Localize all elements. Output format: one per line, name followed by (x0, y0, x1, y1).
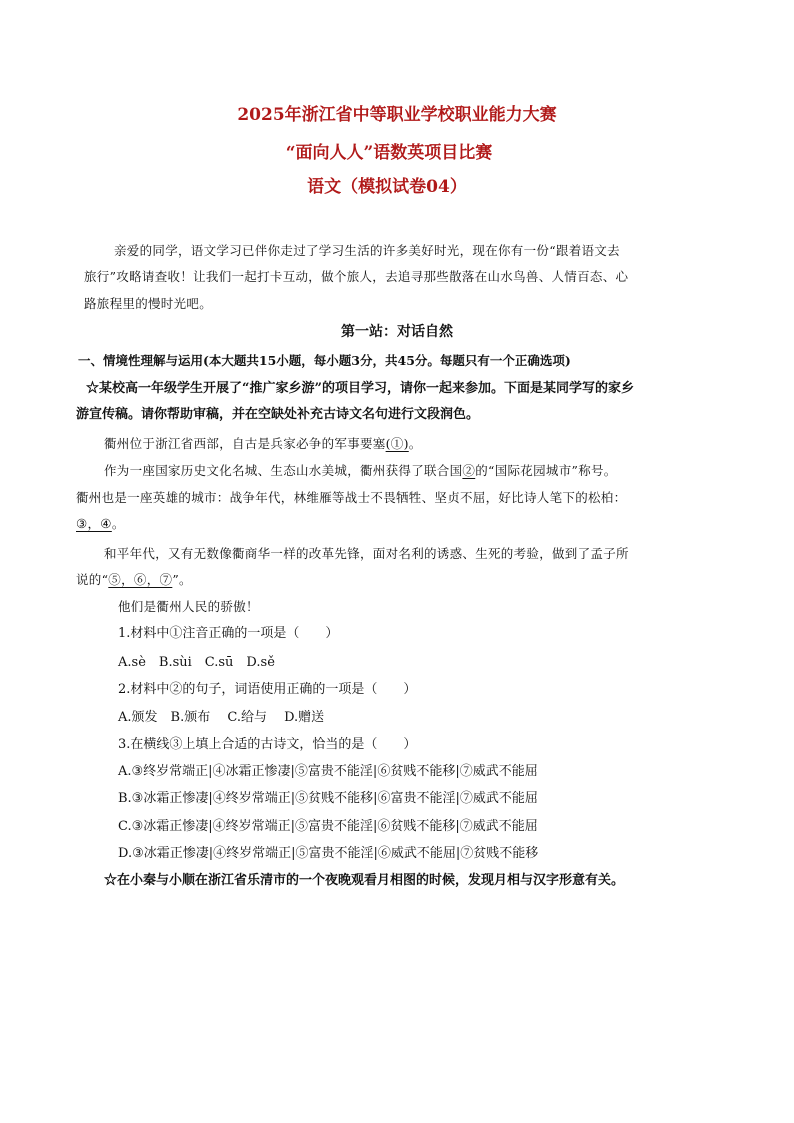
passage-p1-text: 衢州位于浙江省西部，自古是兵家必争的军事要塞 (104, 436, 386, 451)
passage-p3-line1: 和平年代，又有无数像衢商华一样的改革先锋，面对名利的诱惑、生死的考验，做到了孟子所 (104, 546, 629, 561)
question-3-stem: 3.在横线③上填上合适的古诗文，恰当的是（ ） (118, 737, 417, 752)
passage-p2-line3-end: 。 (111, 516, 125, 531)
passage-p1 (104, 435, 422, 453)
passage-p4: 他们是衢州人民的骄傲！ (118, 599, 259, 614)
passage-p2-line1 (104, 462, 617, 480)
question-3-option-c: C.③冰霜正惨凄|④终岁常端正|⑤富贵不能淫|⑥贫贱不能移|⑦威武不能屈 (118, 819, 538, 834)
passage-p1-end: 。 (408, 436, 422, 451)
station-title: 第一站：对话自然 (341, 324, 453, 340)
blank-mark-1: (①) (385, 436, 409, 451)
question-3-option-b: B.③冰霜正惨凄|④终岁常端正|⑤贫贱不能移|⑥富贵不能淫|⑦威武不能屈 (118, 791, 538, 806)
passage-p3-line2 (76, 571, 192, 589)
passage-p2-text-b: 的“国际花园城市”称号。 (475, 463, 617, 478)
passage-p2-text-a: 作为一座国家历史文化名城、生态山水美城，衢州获得了联合国 (104, 463, 463, 478)
passage-p3-text-a: 说的“ (76, 572, 109, 587)
question-2-options: A.颁发 B.颁布 C.给与 D.赠送 (118, 710, 325, 725)
intro-line3: 路旅程里的慢时光吧。 (84, 296, 213, 311)
blank-mark-2: ② (462, 463, 476, 478)
passage-p2-line2: 衢州也是一座英雄的城市：战争年代，林维雁等战士不畏牺牲、坚贞不屈，好比诗人笔下的松柏： (76, 490, 627, 505)
closing-task: ☆在小秦与小顺在浙江省乐清市的一个夜晚观看月相图的时候，发现月相与汉字形意有关。 (104, 873, 625, 888)
task-line1: ☆某校高一年级学生开展了“推广家乡游”的项目学习，请你一起来参加。下面是某同学写的家乡 (86, 381, 634, 396)
question-3-option-a: A.③终岁常端正|④冰霜正惨凄|⑤富贵不能淫|⑥贫贱不能移|⑦威武不能屈 (118, 764, 538, 779)
exam-title-line2: “面向人人”语数英项目比赛 (285, 143, 493, 163)
passage-p2-line3 (76, 515, 125, 533)
question-1-options: A.sè B.sùi C.sū D.sě (118, 655, 275, 670)
passage-p3-text-b: ”。 (172, 572, 192, 587)
exam-title-line3: 语文（模拟试卷04） (307, 177, 467, 197)
question-3-option-d: D.③冰霜正惨凄|④终岁常端正|⑤富贵不能淫|⑥威武不能屈|⑦贫贱不能移 (118, 846, 539, 861)
blank-mark-5-7: ⑤，⑥，⑦ (108, 572, 173, 587)
question-2-stem: 2.材料中②的句子，词语使用正确的一项是（ ） (118, 682, 417, 697)
intro-line2: 旅行”攻略请查收！让我们一起打卡互动，做个旅人，去追寻那些散落在山水鸟兽、人情百态、心 (84, 269, 629, 284)
section-heading: 一、情境性理解与运用(本大题共15小题，每小题3分，共45分。每题只有一个正确选项) (78, 353, 571, 368)
exam-title-line1: 2025年浙江省中等职业学校职业能力大赛 (237, 105, 557, 125)
blank-mark-3-4: ③，④ (76, 516, 112, 531)
intro-line1: 亲爱的同学，语文学习已伴你走过了学习生活的许多美好时光，现在你有一份“跟着语文去 (114, 243, 620, 258)
question-1-stem: 1.材料中①注音正确的一项是（ ） (118, 626, 339, 641)
task-line2: 游宣传稿。请你帮助审稿，并在空缺处补充古诗文名句进行文段润色。 (76, 407, 480, 422)
